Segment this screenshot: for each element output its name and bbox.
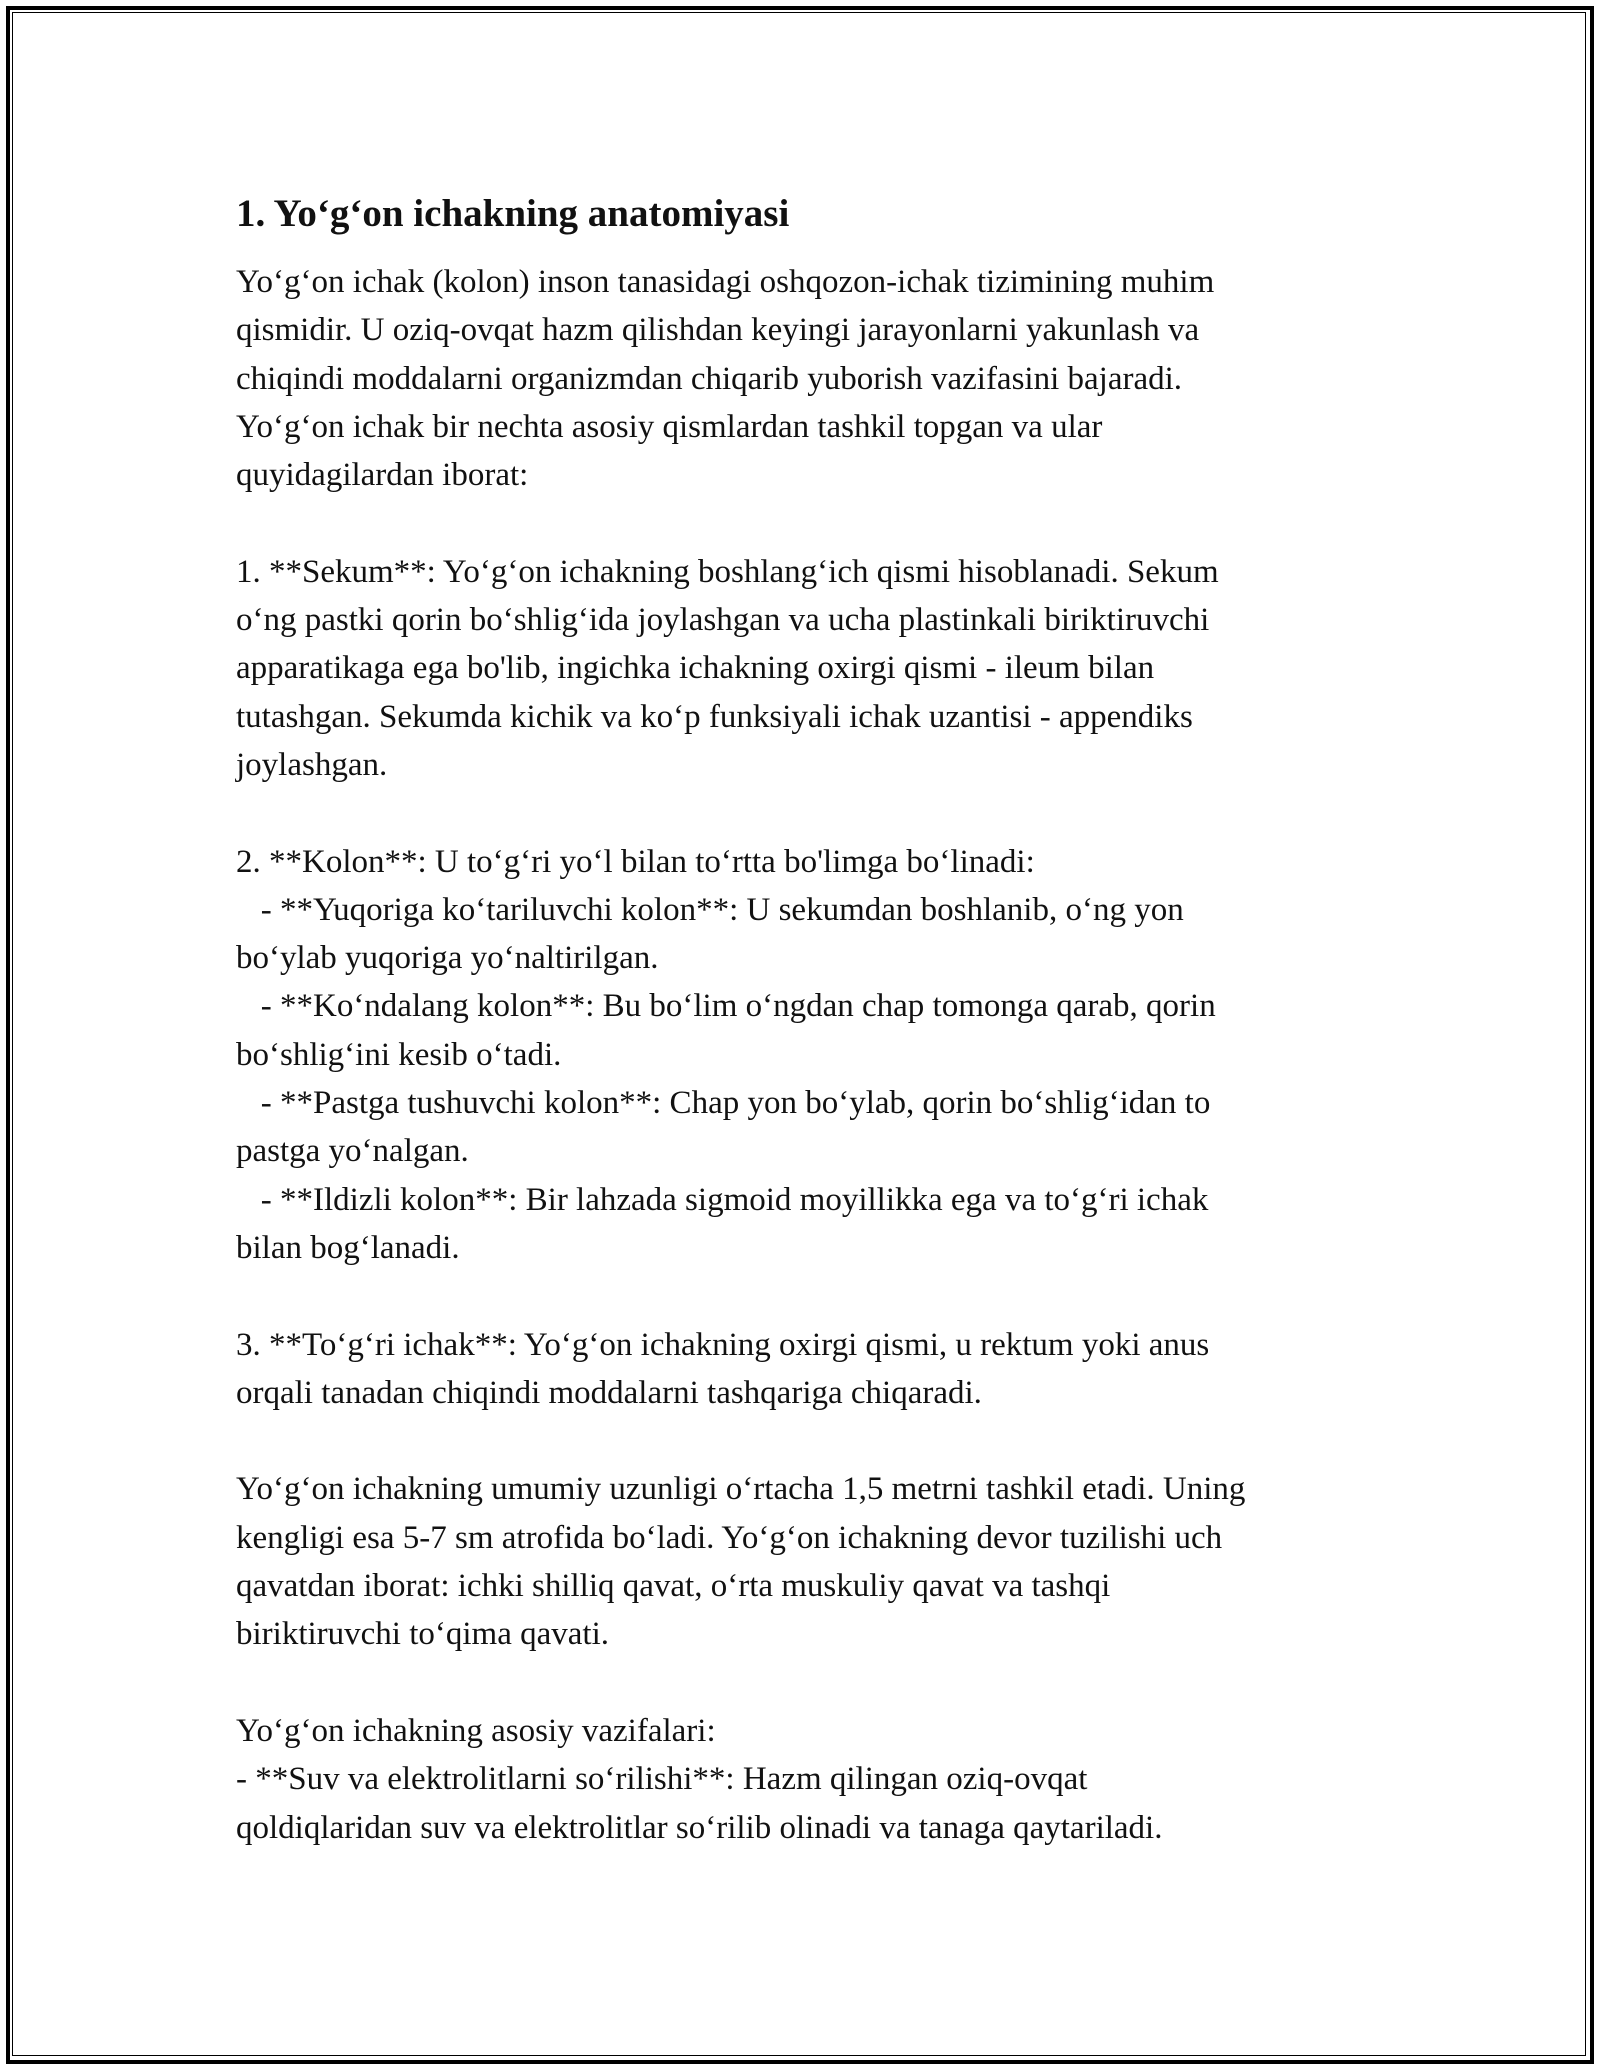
text-line: - **Suv va elektrolitlarni so‘rilishi**: Hazm qilingan oziq-ovqat	[236, 1761, 1088, 1798]
text-line: 2. **Kolon**: U to‘g‘ri yo‘l bilan to‘rtta bo'limga bo‘linadi:	[236, 843, 1035, 880]
text-line: bo‘shlig‘ini kesib o‘tadi.	[236, 1036, 562, 1073]
text-line: chiqindi moddalarni organizmdan chiqarib yuborish vazifasini bajaradi.	[236, 360, 1183, 397]
text-line: - **Ildizli kolon**: Bir lahzada sigmoid moyillikka ega va to‘g‘ri ichak	[236, 1181, 1209, 1218]
text-line: Yo‘g‘on ichak bir nechta asosiy qismlardan tashkil topgan va ular	[236, 408, 1103, 445]
paragraph-dimensions	[236, 1465, 1396, 1658]
text-line: - **Pastga tushuvchi kolon**: Chap yon bo‘ylab, qorin bo‘shlig‘idan to	[236, 1085, 1211, 1122]
text-line: tutashgan. Sekumda kichik va ko‘p funksiyali ichak uzantisi - appendiks	[236, 698, 1193, 735]
text-line: kengligi esa 5-7 sm atrofida bo‘ladi. Yo‘g‘on ichakning devor tuzilishi uch	[236, 1519, 1223, 1556]
text-line: qismidir. U oziq-ovqat hazm qilishdan keyingi jarayonlarni yakunlash va	[236, 312, 1200, 349]
paragraph-intro	[236, 258, 1396, 499]
paragraph-kolon	[236, 838, 1396, 1273]
text-line: Yo‘g‘on ichak (kolon) inson tanasidagi oshqozon-ichak tizimining muhim	[236, 264, 1215, 300]
text-line: bilan bog‘lanadi.	[236, 1229, 460, 1266]
text-line: joylashgan.	[236, 746, 388, 783]
section-heading: 1. Yo‘g‘on ichakning anatomiyasi	[236, 192, 790, 235]
text-line: apparatikaga ega bo'lib, ingichka ichakning oxirgi qismi - ileum bilan	[236, 650, 1155, 687]
text-line: o‘ng pastki qorin bo‘shlig‘ida joylashgan va ucha plastinkali biriktiruvchi	[236, 602, 1210, 639]
text-line: 1. **Sekum**: Yo‘g‘on ichakning boshlang‘ich qismi hisoblanadi. Sekum	[236, 553, 1219, 590]
text-line: bo‘ylab yuqoriga yo‘naltirilgan.	[236, 940, 659, 977]
text-line: Yo‘g‘on ichakning umumiy uzunligi o‘rtacha 1,5 metrni tashkil etadi. Uning	[236, 1471, 1246, 1508]
paragraph-functions	[236, 1707, 1396, 1852]
text-line: pastga yo‘nalgan.	[236, 1133, 469, 1170]
paragraph-togri-ichak	[236, 1321, 1396, 1418]
paragraph-sekum	[236, 548, 1396, 789]
text-line: quyidagilardan iborat:	[236, 457, 529, 494]
text-line: qavatdan iborat: ichki shilliq qavat, o‘rta muskuliy qavat va tashqi	[236, 1568, 1111, 1605]
text-line: biriktiruvchi to‘qima qavati.	[236, 1616, 609, 1653]
text-line: orqali tanadan chiqindi moddalarni tashqariga chiqaradi.	[236, 1374, 982, 1411]
document-body	[236, 190, 1396, 1900]
text-line: qoldiqlaridan suv va elektrolitlar so‘rilib olinadi va tanaga qaytariladi.	[236, 1809, 1163, 1846]
text-line: - **Ko‘ndalang kolon**: Bu bo‘lim o‘ngdan chap tomonga qarab, qorin	[236, 988, 1216, 1025]
text-line: 3. **To‘g‘ri ichak**: Yo‘g‘on ichakning oxirgi qismi, u rektum yoki anus	[236, 1326, 1210, 1363]
text-line: Yo‘g‘on ichakning asosiy vazifalari:	[236, 1712, 716, 1749]
text-line: - **Yuqoriga ko‘tariluvchi kolon**: U sekumdan boshlanib, o‘ng yon	[236, 891, 1184, 928]
